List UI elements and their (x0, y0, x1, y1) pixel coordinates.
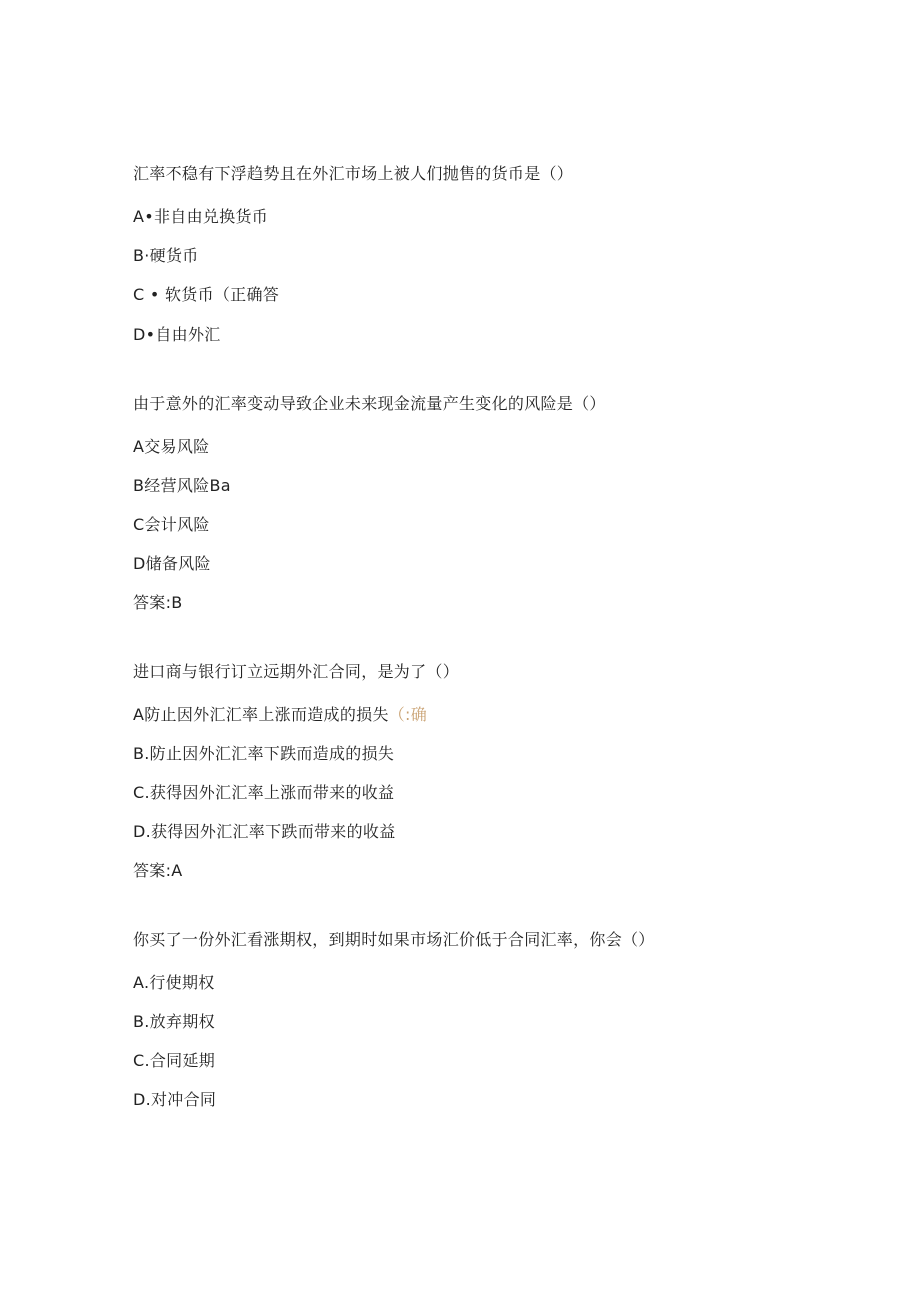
question-2-stem: 由于意外的汇率变动导致企业未来现金流量产生变化的风险是（） (133, 394, 606, 413)
question-2-option-b: B经营风险Ba (133, 476, 231, 495)
question-4-option-a: A.行使期权 (133, 973, 215, 992)
question-4-option-b: B.放弃期权 (133, 1012, 215, 1031)
question-3-option-c: C.获得因外汇汇率上涨而带来的收益 (133, 783, 395, 802)
question-1-option-a: A•非自由兑换货币 (133, 207, 269, 226)
question-1-option-b: B·硬货币 (133, 246, 199, 265)
question-2-option-a: A交易风险 (133, 437, 210, 456)
question-3-answer: 答案:A (133, 861, 183, 880)
question-2-option-d: D储备风险 (133, 554, 211, 573)
question-4-option-d: D.对冲合同 (133, 1090, 217, 1109)
question-4-stem: 你买了一份外汇看涨期权，到期时如果市场汇价低于合同汇率，你会（） (133, 930, 655, 949)
question-3-stem: 进口商与银行订立远期外汇合同，是为了（） (133, 662, 460, 681)
question-1-stem: 汇率不稳有下浮趋势且在外汇市场上被人们抛售的货币是（） (133, 164, 574, 183)
question-3-option-b: B.防止因外汇汇率下跌而造成的损失 (133, 744, 395, 763)
question-1-option-c: C • 软货币（正确答 (133, 285, 280, 304)
question-3-option-a (133, 705, 427, 725)
question-2-option-c: C会计风险 (133, 515, 210, 534)
question-4-option-c: C.合同延期 (133, 1051, 216, 1070)
question-1-option-d: D•自由外汇 (133, 325, 221, 344)
question-2-answer: 答案:B (133, 593, 183, 612)
question-3-option-d: D.获得因外汇汇率下跌而带来的收益 (133, 822, 396, 841)
question-3-option-a-text: A防止因外汇汇率上涨而造成的损失 (133, 705, 389, 724)
question-3-option-a-note: （:确 (388, 705, 428, 724)
